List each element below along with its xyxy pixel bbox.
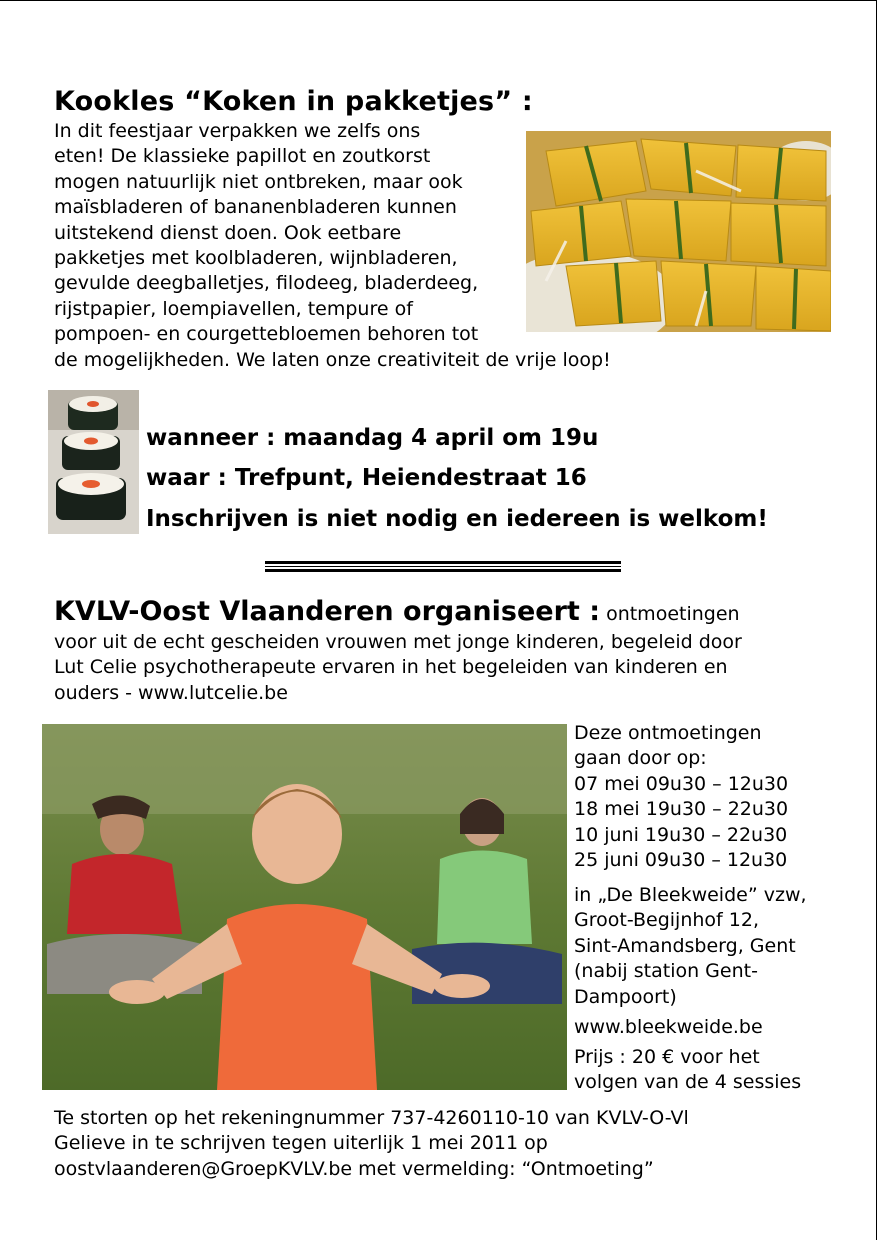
separator-line [265,561,621,564]
text-line: gevulde deegballetjes, filodeeg, bladerdeeg, [54,272,479,295]
text-line: rijstpapier, loempiavellen, tempure of [54,297,413,320]
text-line: de mogelijkheden. We laten onze creativiteit de vrije loop! [54,348,611,371]
text-line: 10 juni 19u30 – 22u30 [574,823,788,846]
location-block [574,883,807,1010]
kvlv-title [54,596,740,627]
text-line: pakketjes met koolbladeren, wijnbladeren, [54,247,458,270]
separator-line [265,566,621,567]
text-line: ouders - www.lutcelie.be [54,681,288,704]
family-photo [42,724,567,1090]
text-line: Deze ontmoetingen [574,722,762,744]
text-line: 07 mei 09u30 – 12u30 [574,772,789,795]
kvlv-title-bold: KVLV-Oost Vlaanderen organiseert : [54,596,601,627]
kvlv-intro [54,630,742,706]
separator-line [265,569,621,572]
text-line: 25 juni 09u30 – 12u30 [574,849,788,872]
text-line: uitstekend dienst doen. Ook eetbare [54,221,402,244]
text-line: volgen van de 4 sessies [574,1071,802,1094]
text-line: maïsbladeren of bananenbladeren kunnen [54,196,457,219]
event-where: waar : Trefpunt, Heiendestraat 16 [146,465,587,491]
text-line: 18 mei 19u30 – 22u30 [574,798,789,821]
text-line: Groot-Begijnhof 12, [574,909,759,932]
text-line: oostvlaanderen@GroepKVLV.be met vermelding: “Ontmoeting” [54,1157,654,1180]
text-line: In dit feestjaar verpakken we zelfs ons [54,120,421,142]
schedule-block [574,721,788,873]
text-line: voor uit de echt gescheiden vrouwen met jonge kinderen, begeleid door [54,631,742,653]
kvlv-title-rest: ontmoetingen [600,603,740,625]
price-block [574,1045,801,1096]
top-border [0,0,877,1]
footer-block [54,1106,689,1182]
text-line: Dampoort) [574,985,677,1008]
text-line: Lut Celie psychotherapeute ervaren in het begeleiden van kinderen en [54,656,728,679]
event-when: wanneer : maandag 4 april om 19u [146,425,599,451]
text-line: in „De Bleekweide” vzw, [574,884,807,906]
text-line: Sint-Amandsberg, Gent [574,934,796,957]
cooking-title: Kookles “Koken in pakketjes” : [54,86,533,117]
text-line: Te storten op het rekeningnummer 737-4260110-10 van KVLV-O-Vl [54,1107,689,1129]
text-line: Prijs : 20 € voor het [574,1046,760,1068]
sushi-photo [48,390,139,534]
text-line: pompoen- en courgettebloemen behoren tot [54,323,479,346]
text-line: gaan door op: [574,747,707,770]
text-line: Gelieve in te schrijven tegen uiterlijk 1 mei 2011 op [54,1132,548,1155]
text-line: (nabij station Gent- [574,960,758,983]
website-link[interactable]: www.bleekweide.be [574,1016,763,1038]
text-line: eten! De klassieke papillot en zoutkorst [54,145,431,168]
food-parcels-photo [526,131,831,332]
text-line: mogen natuurlijk niet ontbreken, maar ook [54,170,463,193]
event-note: Inschrijven is niet nodig en iedereen is welkom! [146,506,768,532]
